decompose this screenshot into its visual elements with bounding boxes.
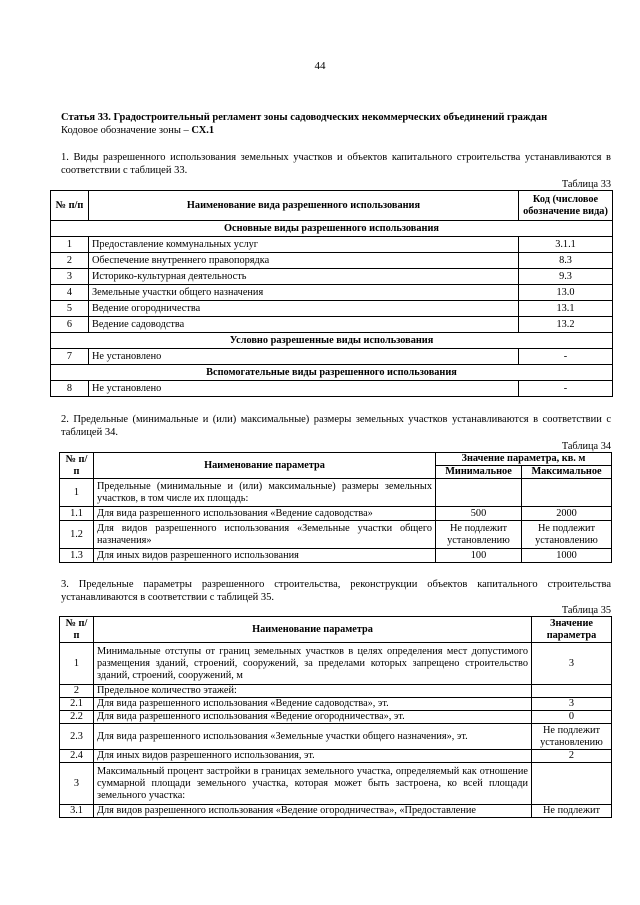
header-value: Значение параметра, кв. м [436,453,612,466]
row-number: 5 [51,301,89,317]
row-number: 7 [51,349,89,365]
table33-caption: Таблица 33 [561,179,611,190]
row-max: 2000 [522,507,612,521]
row-value: Не подлежит [532,805,612,818]
table-row [51,285,613,301]
row-number: 2 [60,685,94,698]
header-number: № п/п [60,453,94,479]
table-row [60,685,612,698]
page-number: 44 [314,60,326,72]
table-34 [59,452,612,563]
row-number: 1 [51,237,89,253]
table-row [60,643,612,685]
row-max [522,479,612,507]
header-code: Код (числовое обозначение вида) [519,191,613,221]
row-number: 3 [60,763,94,805]
header-name: Наименование вида разрешенного использования [89,191,519,221]
table-33 [50,190,613,397]
row-name: Для вида разрешенного использования «Земельные участки общего назначения», эт. [94,724,532,750]
row-min: Не подлежит установлению [436,521,522,549]
row-value [532,763,612,805]
row-name: Для иных видов разрешенного использования [94,549,436,563]
table-row [51,381,613,397]
table34-caption: Таблица 34 [561,441,611,452]
row-code: 9.3 [519,269,613,285]
section2-text: 2. Предельные (минимальные и (или) максимальные) размеры земельных участков устанавливаются в соответствии с таблицей 34. [61,414,611,438]
row-number: 2.4 [60,750,94,763]
row-name: Ведение огородничества [89,301,519,317]
section1-text: 1. Виды разрешенного использования земельных участков и объектов капитального строительства устанавливаются в соответствии с таблицей 33. [61,152,611,176]
table-row [60,549,612,563]
group-conditional: Условно разрешенные виды использования [51,333,613,349]
row-number: 6 [51,317,89,333]
table-35 [59,616,612,818]
table-row [51,237,613,253]
zone-code-line [61,125,214,136]
table-row [51,253,613,269]
row-value: Не подлежит установлению [532,724,612,750]
header-value: Значение параметра [532,617,612,643]
row-name: Для иных видов разрешенного использования, эт. [94,750,532,763]
row-code: 8.3 [519,253,613,269]
row-name: Для вида разрешенного использования «Ведение садоводства», эт. [94,698,532,711]
row-code: 3.1.1 [519,237,613,253]
group-main: Основные виды разрешенного использования [51,221,613,237]
row-number: 2.2 [60,711,94,724]
row-name: Минимальные отступы от границ земельных участков в целях определения мест допустимого размещения зданий, строений, сооружений, за пределами которых запрещено строительство зданий, строений, сооружений, м [94,643,532,685]
row-max: 1000 [522,549,612,563]
row-code: - [519,381,613,397]
row-value: 2 [532,750,612,763]
header-min: Минимальное [436,466,522,479]
header-max: Максимальное [522,466,612,479]
table-row [60,507,612,521]
row-number: 1.3 [60,549,94,563]
row-number: 4 [51,285,89,301]
header-name: Наименование параметра [94,617,532,643]
row-name: Предельное количество этажей: [94,685,532,698]
row-name: Не установлено [89,381,519,397]
row-name: Для видов разрешенного использования «Ведение огородничества», «Предоставление [94,805,532,818]
row-max: Не подлежит установлению [522,521,612,549]
table-row [51,349,613,365]
section3-text: 3. Предельные параметры разрешенного строительства, реконструкции объектов капитального строительства устанавливаются в соответствии с таблицей 35. [61,579,611,603]
header-number: № п/п [51,191,89,221]
row-code: - [519,349,613,365]
table-row [60,711,612,724]
header-name: Наименование параметра [94,453,436,479]
row-min [436,479,522,507]
row-number: 8 [51,381,89,397]
article-title: Статья 33. Градостроительный регламент зоны садоводческих некоммерческих объединений граждан [61,112,548,123]
table-header-row [60,453,612,466]
table-header-row [60,617,612,643]
table-row [60,750,612,763]
table-row [51,301,613,317]
table-row [60,521,612,549]
table-header-row [51,191,613,221]
row-number: 1 [60,479,94,507]
table35-caption: Таблица 35 [561,605,611,616]
group-auxiliary: Вспомогательные виды разрешенного использования [51,365,613,381]
header-number: № п/п [60,617,94,643]
row-name: Обеспечение внутреннего правопорядка [89,253,519,269]
table-row [60,698,612,711]
row-name: Предоставление коммунальных услуг [89,237,519,253]
zone-code: СХ.1 [191,125,215,136]
row-value [532,685,612,698]
row-number: 1.2 [60,521,94,549]
row-name: Для вида разрешенного использования «Ведение огородничества», эт. [94,711,532,724]
row-name: Не установлено [89,349,519,365]
table-row [51,269,613,285]
row-min: 500 [436,507,522,521]
row-number: 2.3 [60,724,94,750]
row-name: Для вида разрешенного использования «Ведение садоводства» [94,507,436,521]
row-code: 13.1 [519,301,613,317]
table-row [60,805,612,818]
row-name: Земельные участки общего назначения [89,285,519,301]
row-name: Предельные (минимальные и (или) максимальные) размеры земельных участков, в том числе их площадь: [94,479,436,507]
row-value: 0 [532,711,612,724]
row-name: Ведение садоводства [89,317,519,333]
zone-code-label: Кодовое обозначение зоны – [61,125,189,136]
row-number: 3 [51,269,89,285]
table-row [60,724,612,750]
table-row [60,763,612,805]
row-number: 3.1 [60,805,94,818]
row-name: Для видов разрешенного использования «Земельные участки общего назначения» [94,521,436,549]
row-name: Максимальный процент застройки в границах земельного участка, определяемый как отношение суммарной площади земельного участка, которая может быть застроена, ко всей площади земельного участка: [94,763,532,805]
row-value: 3 [532,643,612,685]
table-row [51,317,613,333]
row-code: 13.0 [519,285,613,301]
row-number: 2.1 [60,698,94,711]
row-number: 1 [60,643,94,685]
row-min: 100 [436,549,522,563]
row-number: 2 [51,253,89,269]
row-name: Историко-культурная деятельность [89,269,519,285]
row-value: 3 [532,698,612,711]
row-number: 1.1 [60,507,94,521]
table-row [60,479,612,507]
row-code: 13.2 [519,317,613,333]
